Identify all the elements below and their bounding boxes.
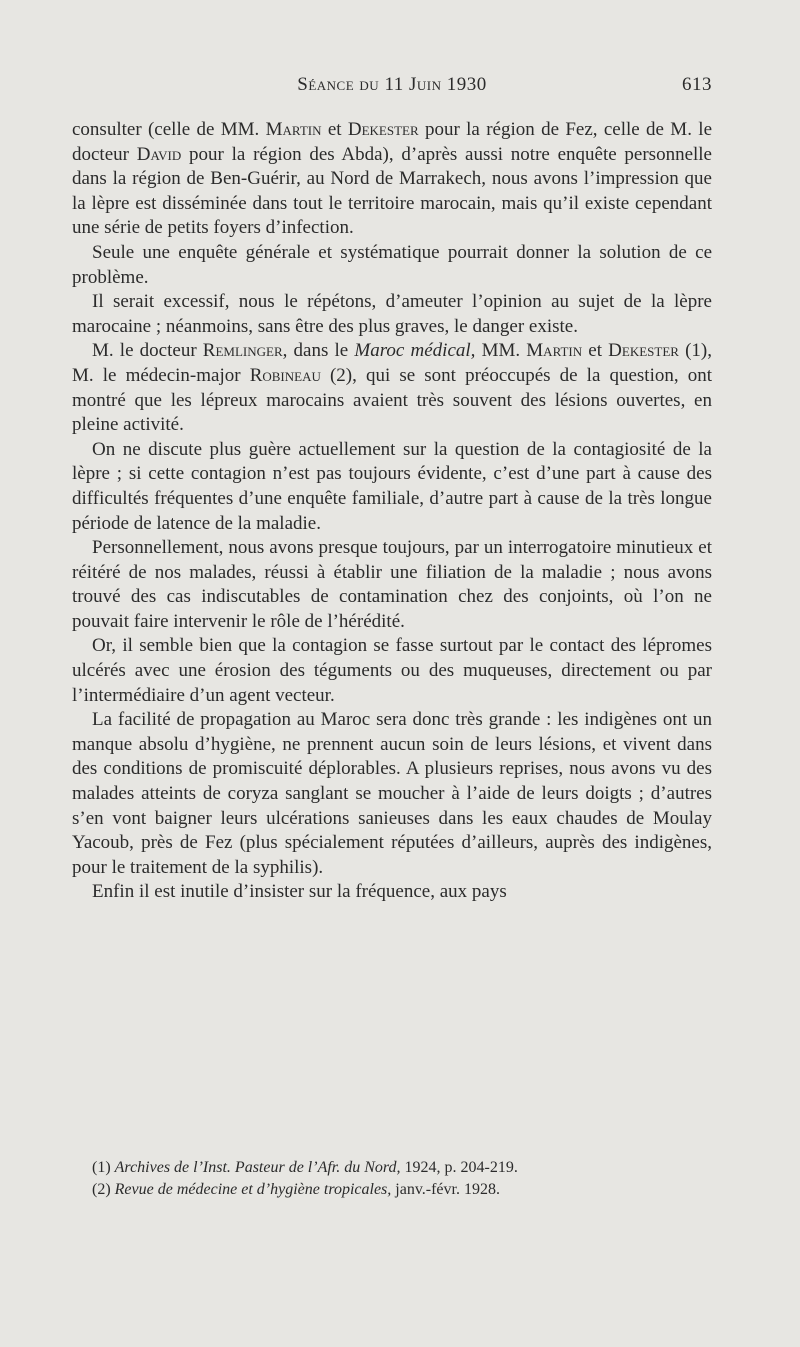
text-run: pour la région des Abda), d’après aussi notre enquête personnelle dans la région de Ben-Guérir, au Nord de Marrakech, nous avons l’impression que la lèpre est disséminée dans tout le territoire marocain, mais qu’il existe cependant une série de petits foyers d’infection. [72, 143, 712, 239]
paragraph [72, 290, 712, 339]
footnote-number: (1) [92, 1159, 115, 1176]
text-run: et [321, 119, 348, 140]
text-run: Enfin il est inutile d’insister sur la fréquence, aux pays [92, 881, 507, 903]
text-run: Or, il semble bien que la contagion se fasse surtout par le contact des lépromes ulcérés avec une érosion des téguments ou des muqueuses, directement ou par l’intermédiaire d’un agent vecteur. [72, 635, 712, 706]
paragraph [72, 536, 712, 634]
footnote-reference: 1924, p. 204-219. [400, 1159, 518, 1176]
footnote-title: Archives de l’Inst. Pasteur de l’Afr. du Nord, [114, 1159, 401, 1176]
author-name: Dekester [608, 340, 679, 362]
text-run: Personnellement, nous avons presque toujours, par un interrogatoire minutieux et réitéré de nos malades, réussi à établir une filiation de la maladie ; nous avons trouvé des cas indiscutables de contamination chez des conjoints, où l’on ne pouvait faire intervenir le rôle de l’hérédité. [72, 537, 712, 632]
text-run: (1), M. le médecin-major [72, 340, 712, 386]
author-name: Martin [526, 340, 583, 362]
footnote-reference: janv.-févr. 1928. [391, 1181, 500, 1198]
footnote [92, 1157, 712, 1179]
author-name: David [136, 143, 182, 165]
author-name: Dekester [347, 119, 419, 140]
text-run: (2), qui se sont préoccupés de la question, ont montré que les lépreux marocains avaient très souvent des lésions ouvertes, en pleine activité. [72, 364, 713, 436]
body-text [72, 118, 712, 905]
running-header [72, 74, 712, 102]
paragraph [72, 880, 712, 905]
text-run: M. le docteur [92, 340, 203, 362]
footnotes [92, 1157, 712, 1201]
author-name: Martin [265, 119, 322, 140]
header-title: Séance du 11 Juin 1930 [297, 74, 487, 95]
text-run: pour la région de Fez, celle de M. le docteur [72, 119, 712, 165]
text-run: La facilité de propagation au Maroc sera donc très grande : les indigènes ont un manque absolu d’hygiène, ne prennent aucun soin de leurs lésions, et vivent dans des conditions de promiscuité déplorables. A plusieurs reprises, nous avons vu des malades atteints de coryza sanglant se moucher à l’aide de leurs doigts ; d’autres s’en vont baigner leurs ulcérations sanieuses dans les eaux chaudes de Moulay Yacoub, près de Fez (plus spécialement réputées d’ailleurs, auprès des indigènes, pour le traitement de la syphilis). [72, 709, 712, 878]
text-run: Il serait excessif, nous le répétons, d’ameuter l’opinion au sujet de la lèpre marocaine ; néanmoins, sans être des plus graves, le danger existe. [72, 291, 712, 337]
text-run: Seule une enquête générale et systématique pourrait donner la solution de ce problème. [72, 241, 712, 288]
author-name: Remlinger [202, 340, 283, 362]
italic-title: Maroc médical, [354, 340, 476, 362]
paragraph [72, 118, 712, 241]
text-run: MM. [475, 340, 527, 362]
paragraph [72, 634, 712, 708]
paragraph [72, 339, 712, 437]
text-run: , dans le [282, 340, 355, 362]
paragraph [72, 241, 712, 290]
text-run: On ne discute plus guère actuellement sur la question de la contagiosité de la lèpre ; si cette contagion n’est pas toujours évidente, c’est d’une part à cause des difficultés fréquentes d’une enquête familiale, d’autre part à cause de la très longue période de latence de la maladie. [72, 438, 712, 534]
footnote-title: Revue de médecine et d’hygiène tropicales, [114, 1181, 392, 1198]
page-number: 613 [682, 74, 712, 95]
footnote [92, 1179, 712, 1201]
author-name: Robineau [249, 364, 321, 386]
footnote-number: (2) [92, 1181, 115, 1198]
paragraph [72, 708, 712, 880]
text-run: consulter (celle de MM. [72, 119, 266, 140]
text-run: et [582, 340, 609, 362]
paragraph [72, 438, 712, 536]
